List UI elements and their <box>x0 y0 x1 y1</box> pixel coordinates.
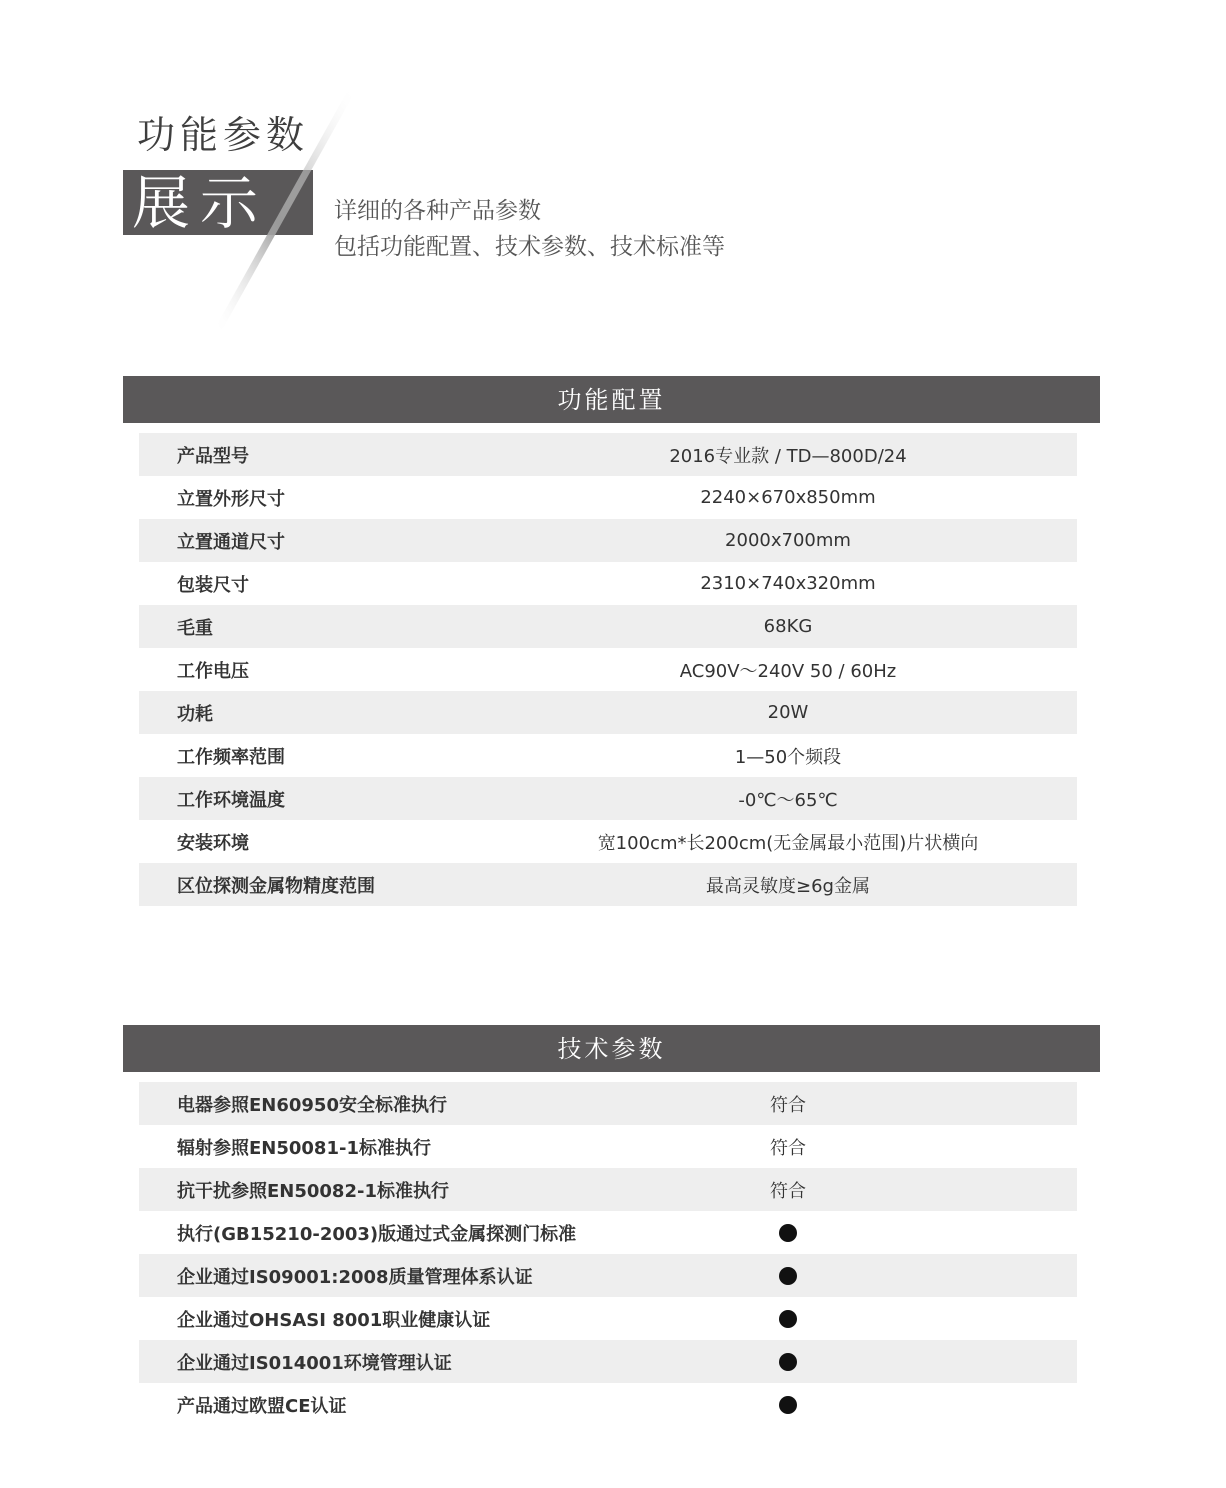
table-row <box>139 1125 1077 1168</box>
row-label: 产品型号 <box>177 445 249 467</box>
row-value: 1—50个频段 <box>734 746 842 768</box>
row-label: 毛重 <box>177 617 213 639</box>
table-row <box>139 777 1077 820</box>
table-row <box>139 1082 1077 1125</box>
row-value: 宽100cm*长200cm(无金属最小范围)片状横向 <box>597 832 979 854</box>
row-label: 电器参照EN60950安全标准执行 <box>177 1094 447 1116</box>
header-title-small: 功能参数 <box>137 113 310 157</box>
header-description <box>334 193 725 265</box>
row-value: 2000x700mm <box>725 530 851 551</box>
bullet-dot-icon <box>779 1267 797 1285</box>
row-label: 立置外形尺寸 <box>177 488 285 510</box>
row-value: 20W <box>767 702 809 723</box>
table-row <box>139 1340 1077 1383</box>
row-label: 工作频率范围 <box>177 746 285 768</box>
table-row <box>139 562 1077 605</box>
table-row <box>139 605 1077 648</box>
table-row <box>139 1168 1077 1211</box>
tech-section-title: 技术参数 <box>123 1025 1100 1072</box>
row-value: 符合 <box>770 1180 806 1202</box>
row-label: 区位探测金属物精度范围 <box>177 875 375 897</box>
row-label: 包装尺寸 <box>177 574 249 596</box>
row-label: 企业通过OHSASI 8001职业健康认证 <box>177 1309 491 1331</box>
config-table <box>139 433 1077 906</box>
table-row <box>139 691 1077 734</box>
row-label: 抗干扰参照EN50082-1标准执行 <box>177 1180 449 1202</box>
table-row <box>139 734 1077 777</box>
table-row <box>139 519 1077 562</box>
table-row <box>139 433 1077 476</box>
description-line-2: 包括功能配置、技术参数、技术标准等 <box>334 234 725 260</box>
row-value: 2310×740x320mm <box>700 573 876 594</box>
row-value <box>499 1394 1077 1415</box>
row-value: 符合 <box>770 1137 806 1159</box>
row-label: 工作电压 <box>177 660 249 682</box>
table-row <box>139 863 1077 906</box>
tech-table <box>139 1082 1077 1426</box>
config-section <box>123 376 1100 906</box>
row-value: -0℃～65℃ <box>738 789 838 811</box>
row-label: 企业通过IS014001环境管理认证 <box>177 1352 452 1374</box>
config-section-title: 功能配置 <box>123 376 1100 423</box>
table-row <box>139 648 1077 691</box>
row-label: 功耗 <box>177 703 213 725</box>
table-row <box>139 1211 1077 1254</box>
bullet-dot-icon <box>779 1224 797 1242</box>
row-value <box>499 1222 1077 1243</box>
row-value: AC90V～240V 50 / 60Hz <box>679 660 897 682</box>
row-label: 执行(GB15210-2003)版通过式金属探测门标准 <box>177 1223 577 1245</box>
bullet-dot-icon <box>779 1353 797 1371</box>
bullet-dot-icon <box>779 1396 797 1414</box>
table-row <box>139 1383 1077 1426</box>
table-row <box>139 1254 1077 1297</box>
row-label: 安装环境 <box>177 832 249 854</box>
table-row <box>139 820 1077 863</box>
row-value: 最高灵敏度≥6g金属 <box>706 875 870 897</box>
table-row <box>139 476 1077 519</box>
row-label: 产品通过欧盟CE认证 <box>177 1395 347 1417</box>
row-value <box>499 1308 1077 1329</box>
row-label: 工作环境温度 <box>177 789 285 811</box>
bullet-dot-icon <box>779 1310 797 1328</box>
row-value <box>499 1265 1077 1286</box>
row-value: 符合 <box>770 1094 806 1116</box>
row-label: 辐射参照EN50081-1标准执行 <box>177 1137 431 1159</box>
row-value: 2016专业款 / TD—800D/24 <box>669 445 907 467</box>
description-line-1: 详细的各种产品参数 <box>334 198 541 224</box>
row-label: 企业通过IS09001:2008质量管理体系认证 <box>177 1266 533 1288</box>
table-row <box>139 1297 1077 1340</box>
row-value <box>499 1351 1077 1372</box>
row-label: 立置通道尺寸 <box>177 531 285 553</box>
row-value: 2240×670x850mm <box>700 487 876 508</box>
row-value: 68KG <box>763 616 813 637</box>
header-title-big: 展示 <box>132 169 269 237</box>
tech-section <box>123 1025 1100 1426</box>
